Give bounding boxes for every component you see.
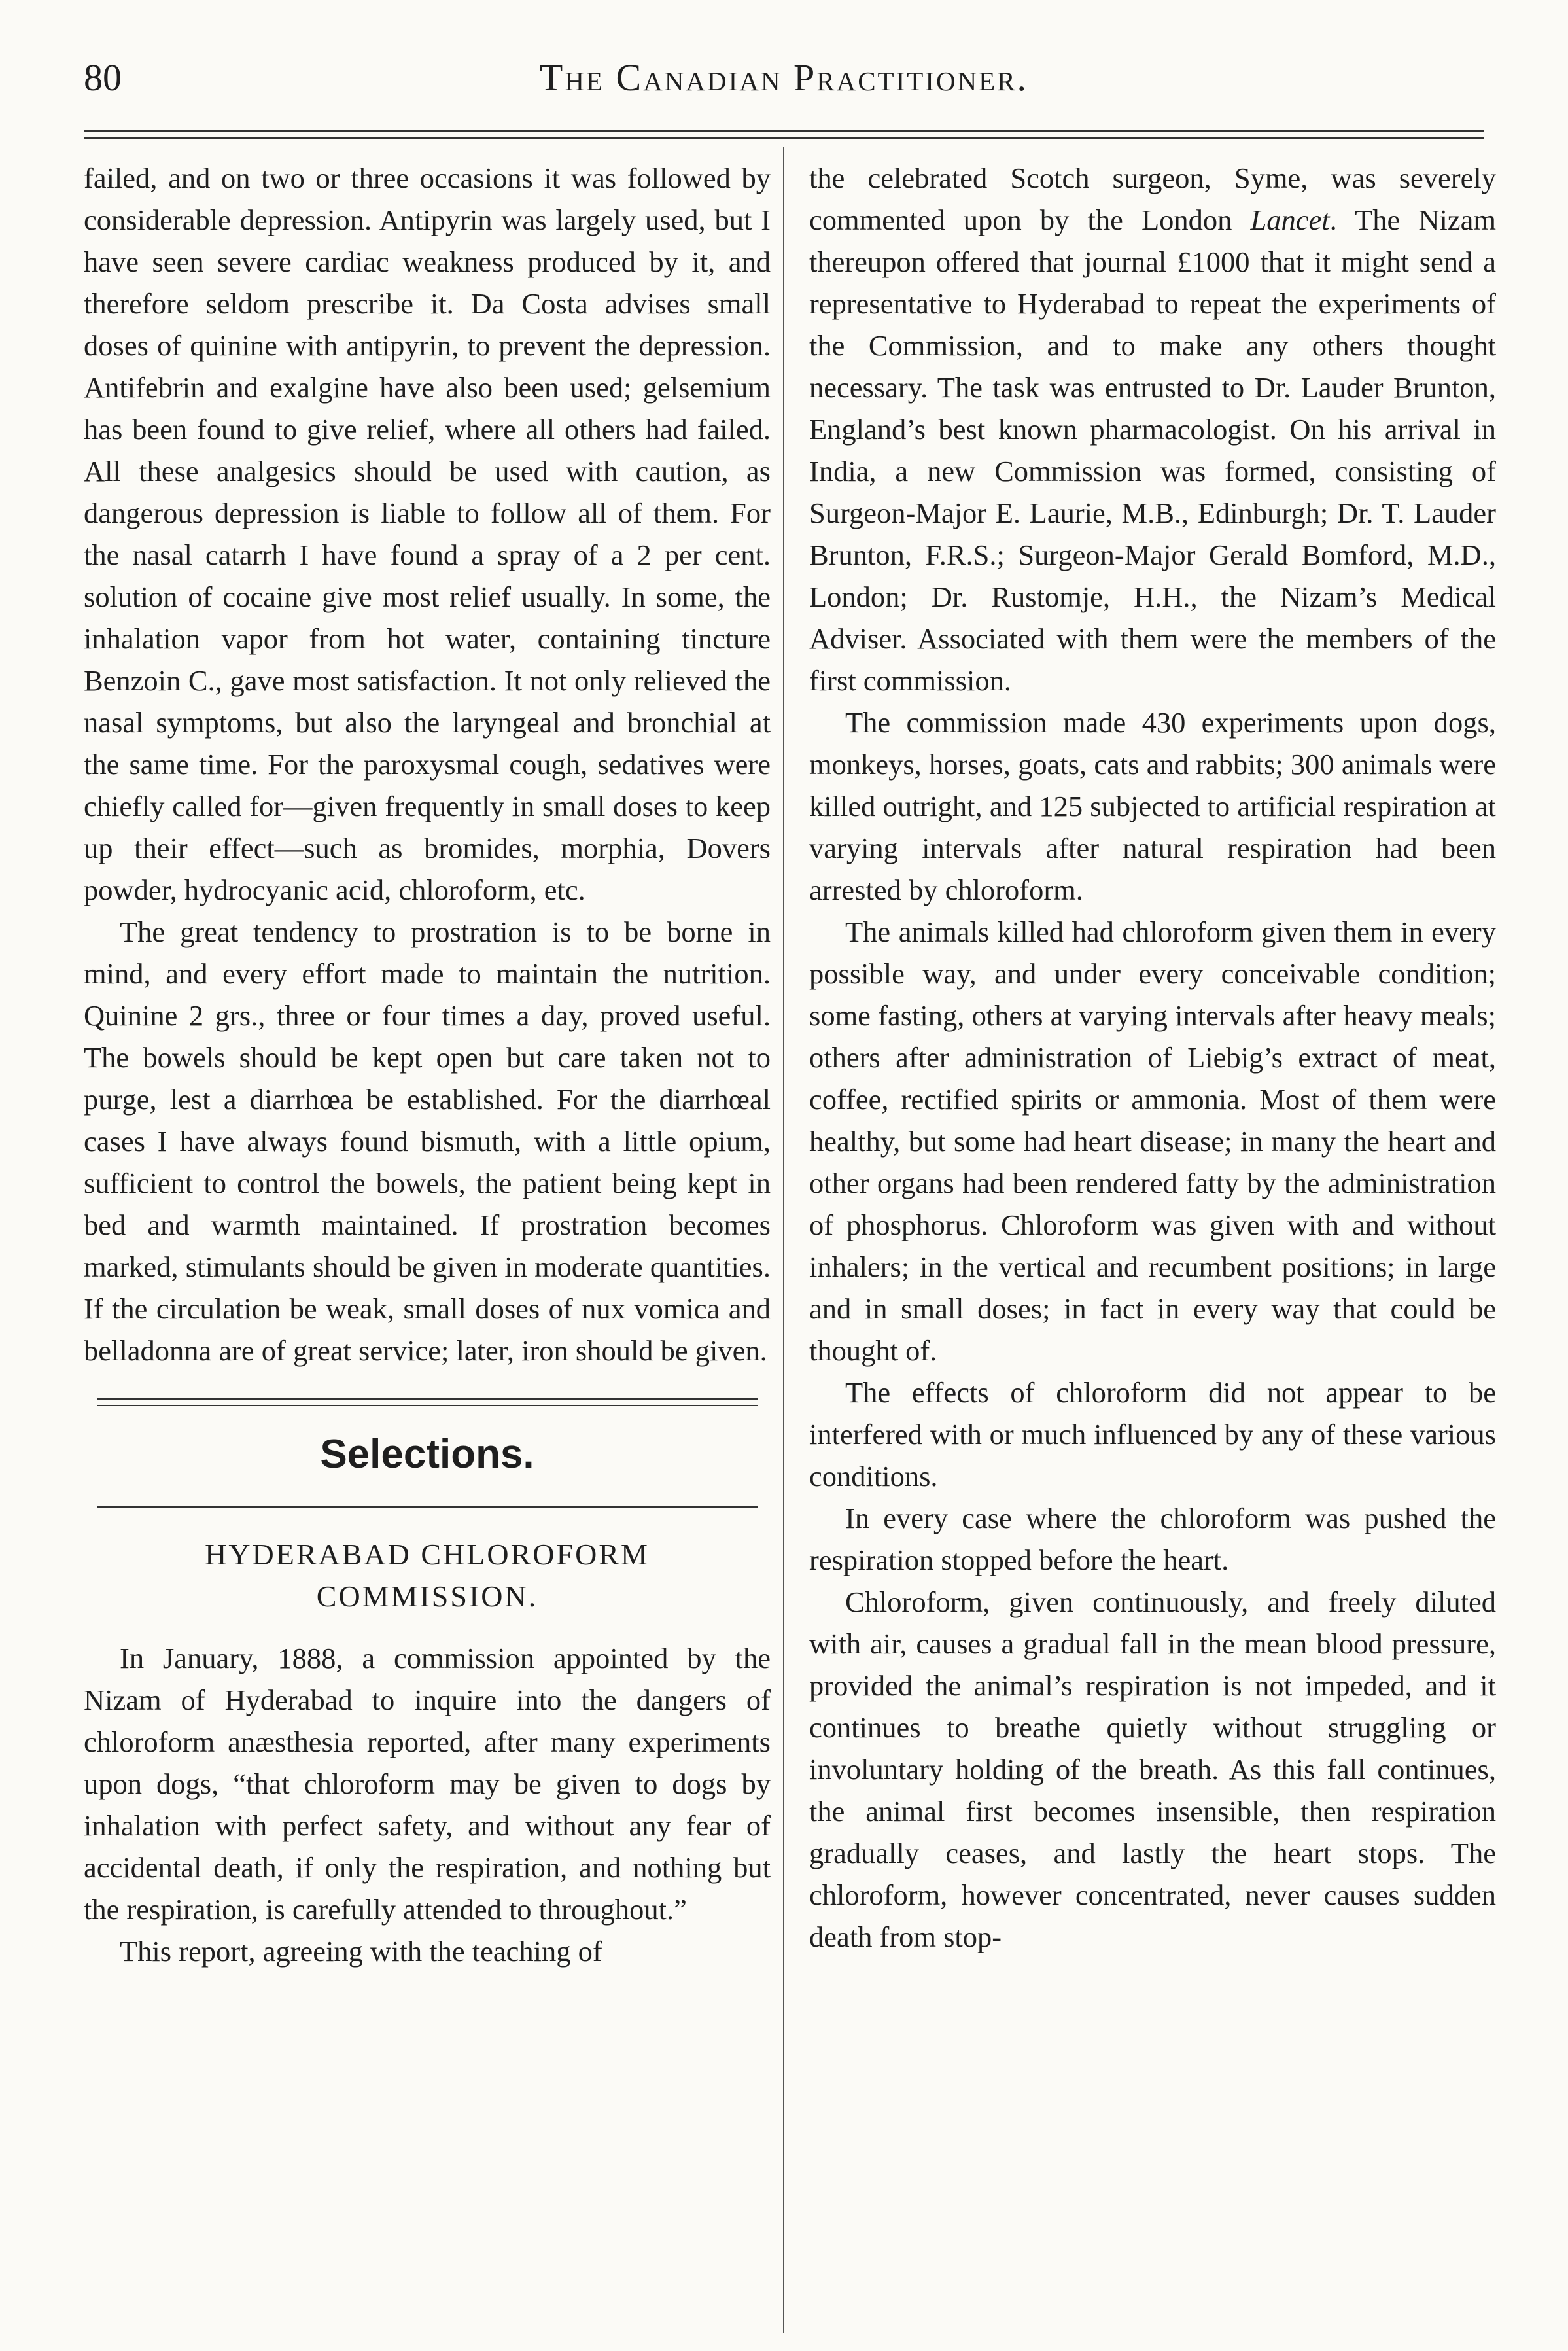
paragraph: The commission made 430 experiments upon dogs, monkeys, horses, goats, cats and rabbits; 300 animals were killed outright, and 125 subjected to artificial respiration at varying intervals after natural respiration had been arrested by chloroform.: [809, 706, 1496, 906]
section-rule: [97, 1506, 758, 1508]
paragraph: [809, 157, 1496, 701]
header-rule: [84, 130, 1484, 132]
column-divider: [783, 147, 784, 2333]
text-run: . The Nizam thereupon offered that journal £1000 that it might send a representative to Hyderabad to repeat the experiments of the Commission, and to make any others thought necessary. The task was entrusted to Dr. Lauder Brunton, England’s best known pharmacologist. On his arrival in India, a new Commission was formed, consisting of Surgeon-Major E. Laurie, M.B., Edinburgh; Dr. T. Lauder Brunton, F.R.S.; Surgeon-Major Gerald Bomford, M.D., London; Dr. Rustomje, H.H., the Nizam’s Medical Adviser. Associated with them were the members of the first commission.: [809, 203, 1496, 697]
left-column: [84, 157, 771, 1972]
paragraph: Chloroform, given continuously, and freely diluted with air, causes a gradual fall in the mean blood pressure, provided the animal’s respiration is not impeded, and it continues to breathe quietly without struggling or involuntary holding of the breath. As this fall continues, the animal first becomes insensible, then respiration gradually ceases, and lastly the heart stops. The chloroform, however concentrated, never causes sudden death from stop-: [809, 1585, 1496, 1953]
page-number: 80: [84, 56, 122, 99]
section-heading: Selections.: [320, 1432, 534, 1477]
article-title: HYDERABAD CHLOROFORM COMMISSION.: [205, 1538, 650, 1613]
text-run: the celebrated Scotch surgeon, Syme, was severely commented upon by the London: [809, 162, 1496, 236]
paragraph: The animals killed had chloroform given them in every possible way, and under every conceivable condition; some fasting, others at varying intervals after heavy meals; others after administration of Liebig’s extract of meat, coffee, rectified spirits or ammonia. Most of them were healthy, but some had heart disease; in many the heart and other organs had been rendered fatty by the administration of phosphorus. Chloroform was given with and without inhalers; in the vertical and recumbent positions; in large and in small doses; in fact in every way that could be thought of.: [809, 915, 1496, 1367]
paragraph: In every case where the chloroform was pushed the respiration stopped before the heart.: [809, 1502, 1496, 1576]
journal-name: Lancet: [1250, 203, 1330, 236]
paragraph: failed, and on two or three occasions it was followed by considerable depression. Antipyrin was largely used, but I have seen severe cardiac weakness produced by it, and therefore seldom prescribe it. Da Costa advises small doses of quinine with antipyrin, to prevent the depression. Antifebrin and exalgine have also been used; gelsemium has been found to give relief, where all others had failed. All these analgesics should be used with caution, as dangerous depression is liable to follow all of them. For the nasal catarrh I have found a spray of a 2 per cent. solution of cocaine give most relief usually. In some, the inhalation vapor from hot water, containing tincture Benzoin C., gave most satisfaction. It not only relieved the nasal symptoms, but also the laryngeal and bronchial at the same time. For the paroxysmal cough, sedatives were chiefly called for—given frequently in small doses to keep up their effect—such as bromides, morphia, Dovers powder, hydrocyanic acid, chloroform, etc.: [84, 162, 771, 906]
paragraph: The effects of chloroform did not appear to be interfered with or much influenced by any of these various conditions.: [809, 1376, 1496, 1493]
header-rule: [84, 137, 1484, 139]
paragraph: This report, agreeing with the teaching of: [120, 1935, 602, 1968]
page-header: [0, 39, 1568, 118]
section-rule: [97, 1398, 758, 1400]
section-rule: [97, 1405, 758, 1406]
running-title: The Canadian Practitioner.: [539, 56, 1029, 99]
right-column: [809, 157, 1496, 1958]
paragraph: In January, 1888, a commission appointed by the Nizam of Hyderabad to inquire into the dangers of chloroform anæsthesia reported, after many experiments upon dogs, “that chloroform may be given to dogs by inhalation with perfect safety, and without any fear of accidental death, if only the respiration, and nothing but the respiration, is carefully attended to throughout.”: [84, 1642, 771, 1926]
paragraph: The great tendency to prostration is to be borne in mind, and every effort made to maintain the nutrition. Quinine 2 grs., three or four times a day, proved useful. The bowels should be kept open but care taken not to purge, lest a diarrhœa be established. For the diarrhœal cases I have always found bismuth, with a little opium, sufficient to control the bowels, the patient being kept in bed and warmth maintained. If prostration becomes marked, stimulants should be given in moderate quantities. If the circulation be weak, small doses of nux vomica and belladonna are of great service; later, iron should be given.: [84, 915, 771, 1367]
